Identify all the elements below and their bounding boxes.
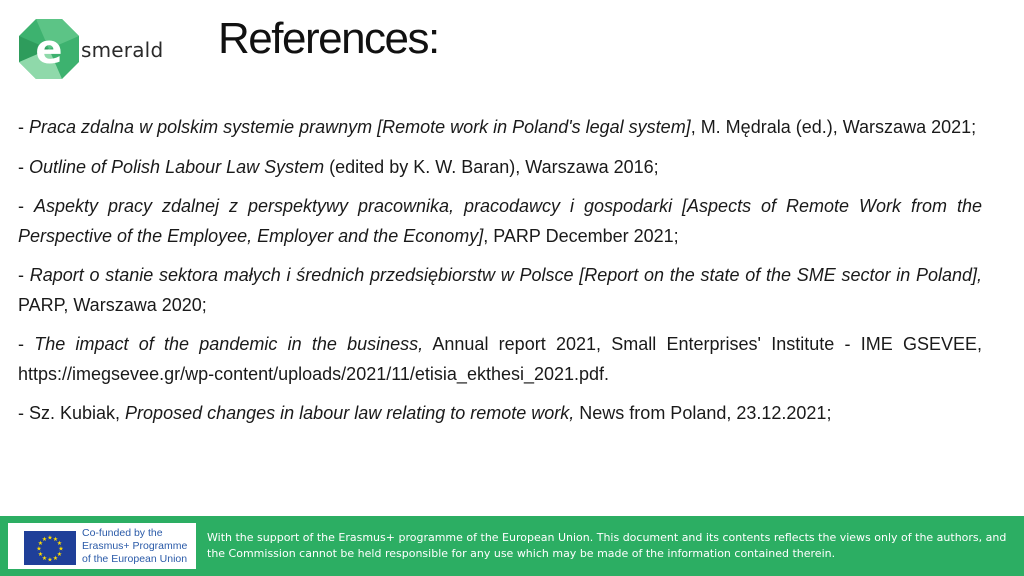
svg-text:★: ★: [52, 555, 59, 562]
svg-text:★: ★: [41, 555, 48, 562]
reference-title: Outline of Polish Labour Law System: [29, 156, 325, 177]
svg-text:★: ★: [52, 536, 59, 543]
logo-text: smerald: [81, 38, 164, 62]
reference-item: - Aspekty pracy zdalnej z perspektywy pracownika, pracodawcy i gospodarki [Aspects of Remote Work from the Perspective of the Employee, Employer and the Economy], PARP December 2021;: [18, 196, 983, 246]
reference-item: - Sz. Kubiak, Proposed changes in labour law relating to remote work, News from Poland, 23.12.2021;: [18, 403, 832, 423]
svg-text:★: ★: [56, 551, 63, 558]
reference-title: Raport o stanie sektora małych i średnich przedsiębiorstw w Polsce [Report on the state of the SME sector in Poland],: [29, 265, 983, 285]
reference-list: [18, 113, 982, 439]
reference-title: The impact of the pandemic in the business,: [34, 334, 424, 354]
svg-text:★: ★: [56, 540, 63, 547]
svg-text:★: ★: [47, 556, 53, 564]
esmerald-emblem-icon: [18, 18, 80, 80]
footer-disclaimer: With the support of the Erasmus+ programme of the European Union. This document and its contents reflects the views only of the authors, and the Commission cannot be held responsible for any use which may be made of the information contained therein.: [207, 531, 1007, 560]
eu-flag-icon: [24, 531, 76, 565]
reference-item: - Raport o stanie sektora małych i średnich przedsiębiorstw w Polsce [Report on the state of the SME sector in Poland], PARP, Warszawa 2020;: [18, 265, 983, 315]
esmerald-logo: [18, 18, 164, 82]
svg-text:★: ★: [37, 540, 44, 547]
reference-title: Praca zdalna w polskim systemie prawnym [Remote work in Poland's legal system]: [29, 117, 691, 137]
svg-text:★: ★: [37, 551, 44, 558]
reference-item: - The impact of the pandemic in the business, Annual report 2021, Small Enterprises' Institute - IME GSEVEE, https://imegsevee.gr/wp-content/uploads/2021/11/etisia_ekthesi_2021.pdf.: [18, 334, 982, 384]
reference-link: Annual report 2021, Small Enterprises' Institute - IME GSEVEE, https://imegsevee.gr/wp-content/uploads/2021/11/etisia_ekthesi_2021.pdf.: [18, 334, 982, 384]
svg-text:★: ★: [41, 536, 48, 543]
reference-item: - Outline of Polish Labour Law System (edited by K. W. Baran), Warszawa 2016;: [18, 156, 659, 177]
reference-title: Aspekty pracy zdalnej z perspektywy pracownika, pracodawcy i gospodarki [Aspects of Remote Work from the Perspective of the Employee, Employer and the Economy]: [18, 196, 983, 246]
svg-text:★: ★: [36, 545, 42, 553]
eu-cofunding-badge: [8, 523, 196, 569]
reference-item: - Praca zdalna w polskim systemie prawnym [Remote work in Poland's legal system], M. Mędrala (ed.), Warszawa 2021;: [18, 117, 977, 137]
footer-bar: [0, 516, 1024, 576]
page-title: References:: [218, 14, 439, 63]
svg-text:★: ★: [58, 545, 64, 553]
logo-letter: e: [35, 27, 63, 73]
reference-title: Proposed changes in labour law relating to remote work,: [125, 403, 575, 423]
svg-text:★: ★: [47, 534, 53, 542]
eu-cofunding-text: Co-funded by the Erasmus+ Programme of the European Union: [82, 527, 188, 565]
